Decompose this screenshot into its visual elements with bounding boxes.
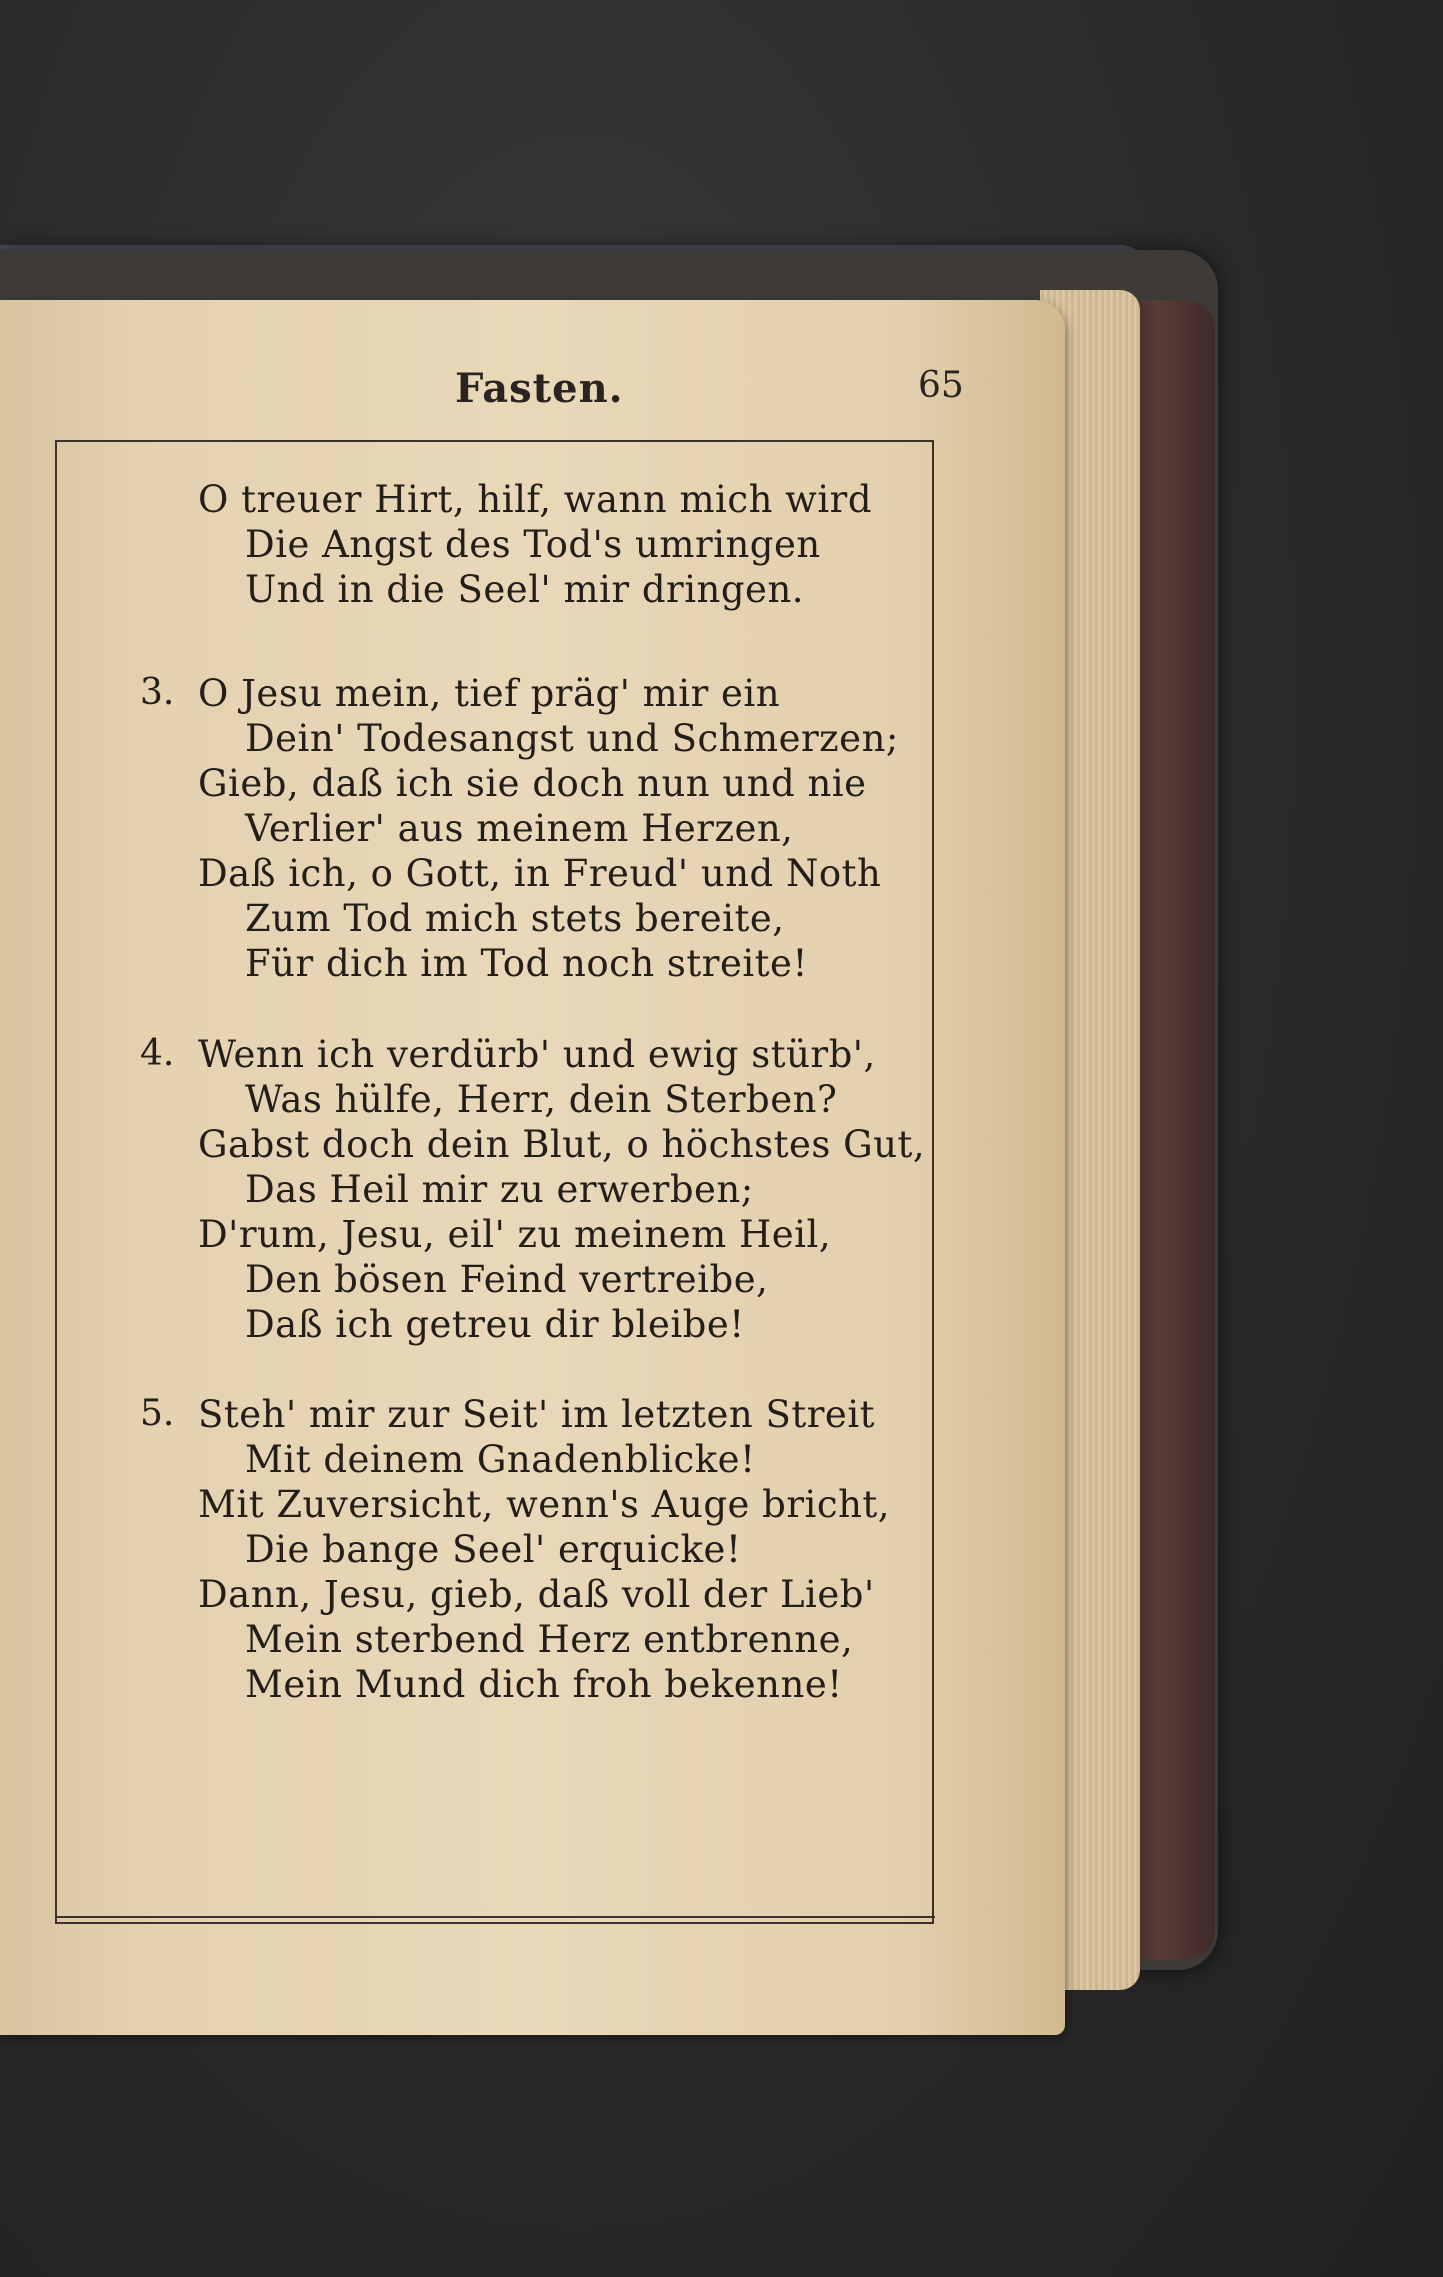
verse-line: Dein' Todesangst und Schmerzen;: [245, 717, 899, 760]
verse-line: Daß ich getreu dir bleibe!: [245, 1303, 745, 1346]
verse-line: Für dich im Tod noch streite!: [245, 942, 808, 985]
verse-line: Dann, Jesu, gieb, daß voll der Lieb': [198, 1573, 875, 1616]
verse-line: Gabst doch dein Blut, o höchstes Gut,: [198, 1123, 926, 1166]
verse-line: Zum Tod mich stets bereite,: [245, 897, 785, 940]
verse-line: Wenn ich verdürb' und ewig stürb',: [198, 1033, 876, 1076]
verse-line: O Jesu mein, tief präg' mir ein: [198, 672, 781, 715]
verse-number: 4.: [140, 1033, 175, 1074]
verse-line: Mein Mund dich froh bekenne!: [245, 1663, 843, 1706]
verse-number: 3.: [140, 672, 175, 713]
verse-line: Mein sterbend Herz entbrenne,: [245, 1618, 854, 1661]
verse-line: Daß ich, o Gott, in Freud' und Noth: [198, 852, 882, 895]
verse-line: Die Angst des Tod's umringen: [245, 523, 821, 566]
verse-line: Mit Zuversicht, wenn's Auge bricht,: [198, 1483, 891, 1526]
verse-line: Die bange Seel' erquicke!: [245, 1528, 742, 1571]
verse-line: Das Heil mir zu erwerben;: [245, 1168, 754, 1211]
frame-bottom-rule: [55, 1908, 935, 1918]
verse-number: 5.: [140, 1393, 175, 1434]
page-title: Fasten.: [455, 365, 624, 412]
page-number: 65: [918, 365, 964, 406]
verse-line: Und in die Seel' mir dringen.: [245, 568, 805, 611]
verse-line: O treuer Hirt, hilf, wann mich wird: [198, 478, 873, 521]
verse-line: Mit deinem Gnadenblicke!: [245, 1438, 756, 1481]
verse-line: Den bösen Feind vertreibe,: [245, 1258, 769, 1301]
verse-line: D'rum, Jesu, eil' zu meinem Heil,: [198, 1213, 832, 1256]
verse-line: Steh' mir zur Seit' im letzten Streit: [198, 1393, 876, 1436]
verse-line: Verlier' aus meinem Herzen,: [245, 807, 794, 850]
verse-line: Gieb, daß ich sie doch nun und nie: [198, 762, 867, 805]
running-head: [0, 365, 1065, 425]
verse-line: Was hülfe, Herr, dein Sterben?: [245, 1078, 838, 1121]
